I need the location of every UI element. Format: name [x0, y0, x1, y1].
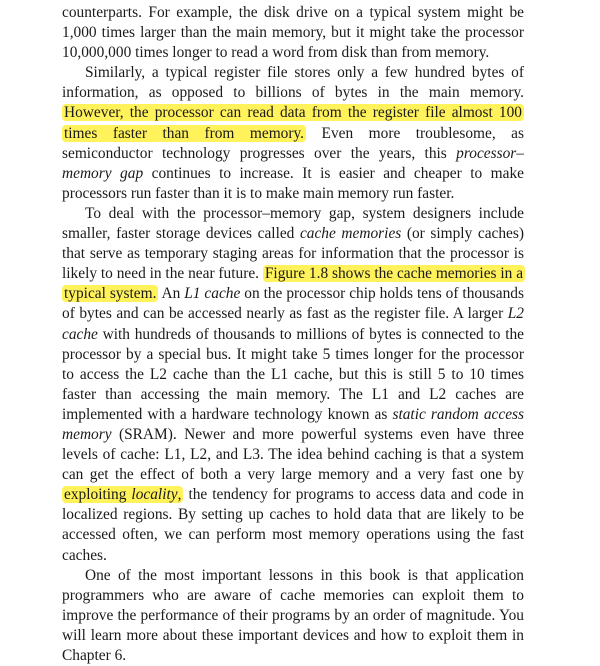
highlight-figure-reference: Figure 1.8 shows the cache memories in a typical system.	[64, 265, 524, 303]
highlight-register-file-speed: However, the processor can read data from the register file almost 100 times faster than from memory.	[64, 104, 522, 142]
term-l2-cache: L2 cache	[62, 305, 524, 343]
term-locality: locality	[131, 486, 178, 504]
document-page	[62, 3, 524, 666]
paragraph-3	[62, 204, 524, 566]
paragraph-1	[62, 3, 524, 63]
term-cache-memories: cache memories	[299, 225, 402, 243]
paragraph-2-text-a: Similarly, a typical register file stores only a few hundred bytes of information, as opposed to billions of bytes in the main memory.	[62, 64, 524, 102]
term-l1-cache: L1 cache	[184, 285, 241, 303]
paragraph-3-text-c: An	[158, 285, 185, 303]
paragraph-1-text: counterparts. For example, the disk drive on a typical system might be 1,000 times larger than the main memory, but it might take the processor 10,000,000 times longer to read a word from disk than from memory.	[62, 4, 524, 62]
paragraph-3-text-f: (SRAM). Newer and more powerful systems even have three levels of cache: L1, L2, and L3. The idea behind caching is that a system can get the effect of both a very large memory and a very fast one by	[62, 425, 524, 484]
paragraph-2	[62, 63, 524, 204]
paragraph-3-text-e: with hundreds of thousands to millions of bytes is connected to the processor by a special bus. It might take 5 times longer for the processor to access the L2 cache than the L1 cache, but this is still 5 to 10 times faster than accessing the main memory. The L1 and L2 caches are implemented with a hardware technology known as	[62, 325, 524, 423]
highlight-locality-comma: ,	[177, 486, 182, 504]
term-processor-memory-gap: processor–memory gap	[62, 144, 524, 182]
paragraph-3-text-b: (or simply caches) that serve as temporary staging areas for information that the processor is likely to need in the near future.	[62, 225, 524, 283]
paragraph-3-text-a: To deal with the processor–memory gap, system designers include smaller, faster storage devices called	[62, 204, 524, 243]
term-sram: static random access memory	[62, 405, 525, 443]
paragraph-3-text-g: the tendency for programs to access data and code in localized regions. By setting up caches to hold data that are likely to be accessed often, we can perform most memory operations using the fast caches.	[62, 486, 525, 564]
paragraph-4-text: One of the most important lessons in this book is that application programmers who are aware of cache memories can exploit them to improve the performance of their programs by an order of magnitude. You will learn more about these important devices and how to exploit them in Chapter 6.	[62, 566, 524, 664]
highlight-locality-text: exploiting	[64, 486, 132, 504]
paragraph-2-text-c: continues to increase. It is easier and cheaper to make processors run faster than it is to make main memory run faster.	[62, 164, 524, 202]
paragraph-2-text-b: Even more troublesome, as semiconductor technology progresses over the years, this	[62, 124, 525, 162]
paragraph-3-text-d: on the processor chip holds tens of thousands of bytes and can be accessed nearly as fast as the register file. A larger	[62, 285, 524, 323]
paragraph-4	[62, 566, 524, 666]
